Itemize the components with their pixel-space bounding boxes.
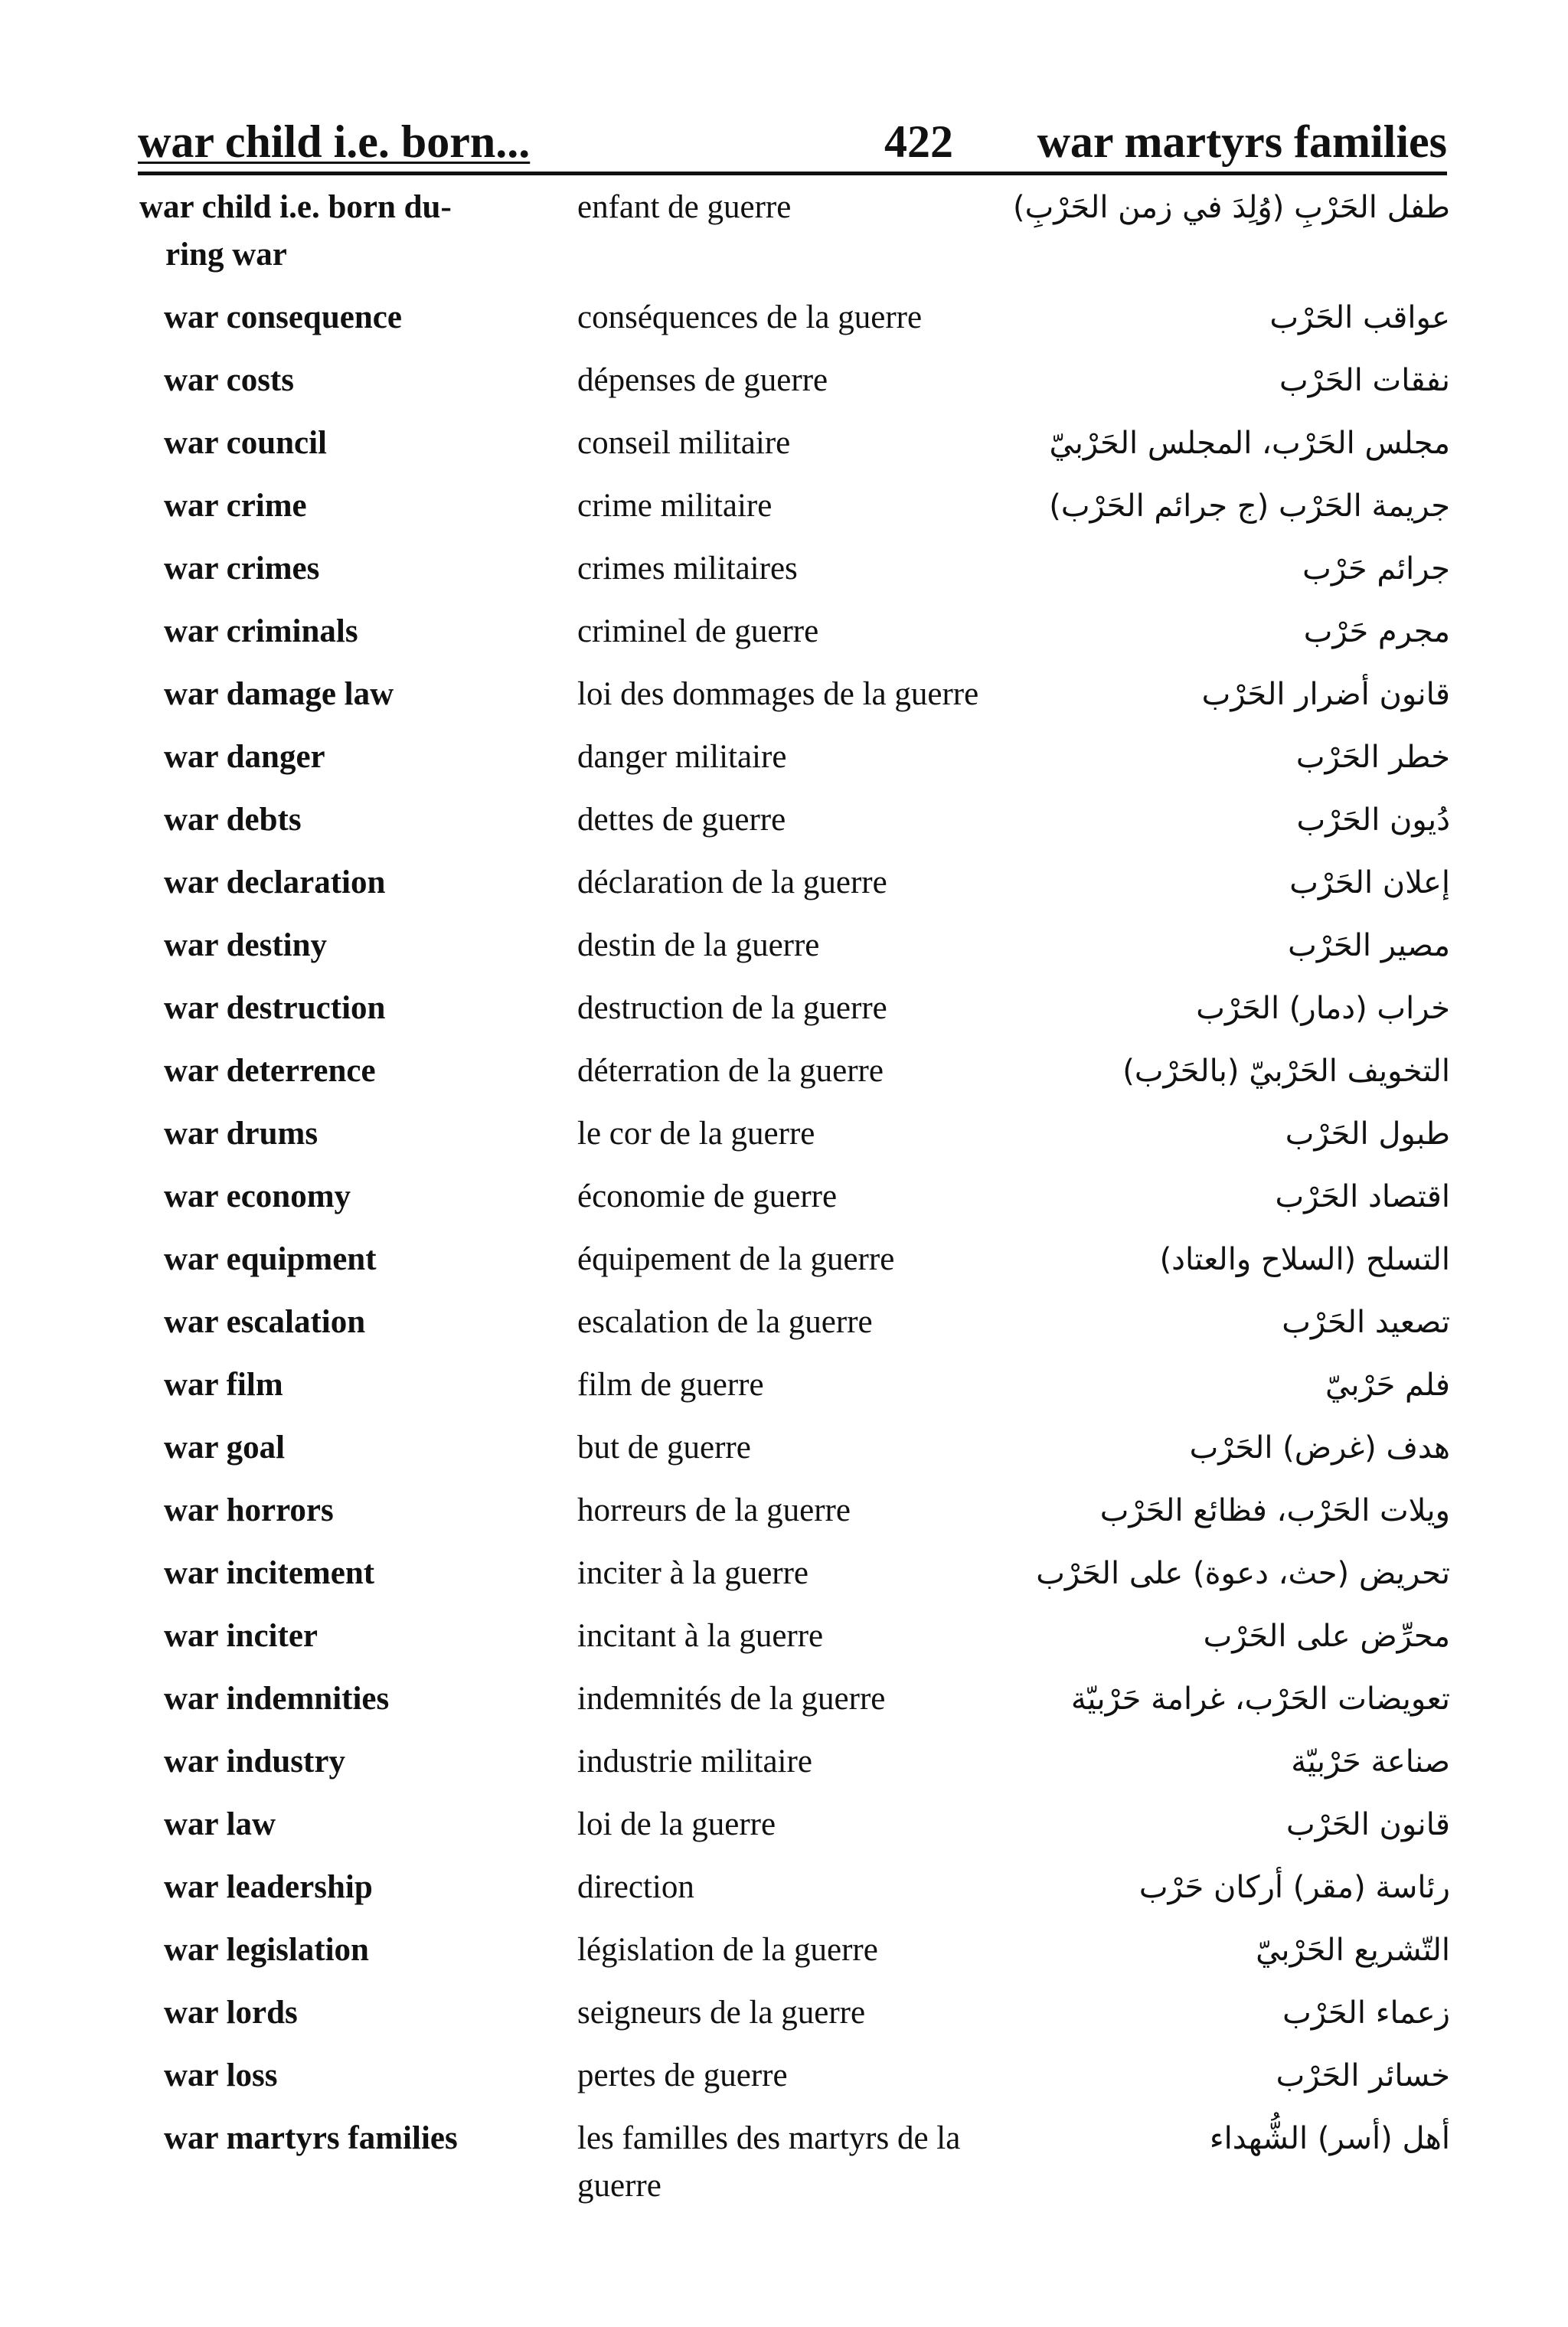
list-item [0, 1675, 1568, 1738]
arabic-term: جرائم حَرْب [1302, 551, 1450, 587]
french-term: loi des dommages de la guerre [577, 676, 979, 712]
list-item [0, 1173, 1568, 1236]
arabic-term: صناعة حَرْبيّة [1291, 1744, 1450, 1780]
french-term: destin de la guerre [577, 927, 820, 963]
entry-list [0, 184, 1568, 2225]
running-head [138, 112, 1447, 175]
english-term: war danger [164, 739, 325, 775]
arabic-term: جريمة الحَرْب (ج جرائم الحَرْب) [1049, 489, 1450, 524]
list-item [0, 1110, 1568, 1173]
list-item [0, 420, 1568, 482]
arabic-term: مصير الحَرْب [1288, 928, 1450, 963]
arabic-term: ويلات الحَرْب، فظائع الحَرْب [1099, 1493, 1450, 1528]
arabic-term: هدف (غرض) الحَرْب [1189, 1430, 1450, 1466]
arabic-term: قانون الحَرْب [1285, 1807, 1450, 1842]
english-term: war destruction [164, 990, 386, 1026]
french-term: criminel de guerre [577, 613, 819, 649]
arabic-term: مجرم حَرْب [1303, 614, 1450, 649]
french-term: les familles des martyrs de la guerre [577, 2120, 961, 2204]
french-term: crime militaire [577, 488, 773, 524]
arabic-term: تعويضات الحَرْب، غرامة حَرْبيّة [1070, 1682, 1450, 1717]
english-term: war loss [164, 2057, 278, 2093]
french-term: destruction de la guerre [577, 990, 887, 1026]
list-item [0, 1738, 1568, 1801]
arabic-term: أهل (أسر) الشُّهداء [1209, 2121, 1450, 2156]
list-item [0, 294, 1568, 357]
french-term: déterration de la guerre [577, 1053, 884, 1089]
french-term: seigneurs de la guerre [577, 1995, 866, 2031]
english-term: war drums [164, 1116, 318, 1152]
arabic-term: فلم حَرْبيّ [1325, 1368, 1450, 1403]
english-term: war consequence [164, 299, 402, 335]
english-term: war law [164, 1806, 276, 1842]
arabic-term: اقتصاد الحَرْب [1275, 1179, 1450, 1214]
french-term: indemnités de la guerre [577, 1681, 886, 1717]
list-item [0, 1613, 1568, 1675]
arabic-term: قانون أضرار الحَرْب [1201, 677, 1450, 712]
arabic-term: تصعيد الحَرْب [1282, 1305, 1450, 1340]
list-item [0, 1047, 1568, 1110]
french-term: horreurs de la guerre [577, 1492, 851, 1528]
english-term: war industry [164, 1744, 345, 1780]
french-term: danger militaire [577, 739, 787, 775]
english-term-continuation: ring war [165, 237, 287, 273]
english-term: war goal [164, 1430, 286, 1466]
list-item [0, 922, 1568, 985]
list-item [0, 1361, 1568, 1424]
english-term: war crime [164, 488, 307, 524]
french-term: conséquences de la guerre [577, 299, 923, 335]
french-term: dépenses de guerre [577, 362, 828, 398]
french-term: but de guerre [577, 1430, 751, 1466]
list-item [0, 985, 1568, 1047]
french-term: législation de la guerre [577, 1932, 878, 1968]
english-term: war horrors [164, 1492, 334, 1528]
guide-word-first: war child i.e. born... [138, 116, 531, 167]
french-term: dettes de guerre [577, 802, 786, 838]
french-term: équipement de la guerre [577, 1241, 895, 1277]
arabic-term: محرِّض على الحَرْب [1203, 1619, 1450, 1654]
english-term: war debts [164, 802, 302, 838]
list-item [0, 1989, 1568, 2052]
english-term: war criminals [164, 613, 358, 649]
english-term: war equipment [164, 1241, 377, 1277]
list-item [0, 734, 1568, 796]
english-term: war film [164, 1367, 283, 1403]
french-term: conseil militaire [577, 425, 791, 461]
arabic-term: إعلان الحَرْب [1289, 865, 1450, 900]
english-term: war economy [164, 1178, 351, 1214]
english-term: war destiny [164, 927, 328, 963]
arabic-term: رئاسة (مقر) أركان حَرْب [1138, 1870, 1450, 1905]
arabic-term: مجلس الحَرْب، المجلس الحَرْبيّ [1049, 426, 1450, 461]
english-term: war indemnities [164, 1681, 390, 1717]
english-term: war declaration [164, 864, 386, 900]
arabic-term: زعماء الحَرْب [1282, 1995, 1450, 2031]
french-term: économie de guerre [577, 1178, 838, 1214]
arabic-term: طبول الحَرْب [1285, 1116, 1450, 1152]
arabic-term: نفقات الحَرْب [1279, 363, 1450, 398]
arabic-term: التخويف الحَرْبيّ (بالحَرْب) [1122, 1054, 1450, 1089]
french-term: le cor de la guerre [577, 1116, 815, 1152]
french-term: crimes militaires [577, 551, 798, 587]
list-item [0, 2052, 1568, 2115]
english-term: war council [164, 425, 328, 461]
arabic-term: خطر الحَرْب [1295, 740, 1450, 775]
english-term: war inciter [164, 1618, 318, 1654]
arabic-term: عواقب الحَرْب [1269, 300, 1450, 335]
french-term: industrie militaire [577, 1744, 812, 1780]
list-item [0, 1864, 1568, 1927]
arabic-term: دُيون الحَرْب [1296, 802, 1450, 838]
english-term: war lords [164, 1995, 298, 2031]
list-item [0, 184, 1568, 294]
list-item [0, 1550, 1568, 1613]
french-term: direction [577, 1869, 694, 1905]
english-term: war deterrence [164, 1053, 376, 1089]
list-item [0, 1927, 1568, 1989]
page-number: 422 [884, 116, 953, 167]
french-term: inciter à la guerre [577, 1555, 809, 1591]
list-item [0, 1487, 1568, 1550]
list-item [0, 1236, 1568, 1299]
list-item [0, 796, 1568, 859]
english-term: war damage law [164, 676, 394, 712]
guide-word-last: war martyrs families [1037, 116, 1447, 167]
list-item [0, 545, 1568, 608]
list-item [0, 357, 1568, 420]
french-term: film de guerre [577, 1367, 764, 1403]
english-term: war costs [164, 362, 294, 398]
english-term: war legislation [164, 1932, 369, 1968]
french-term: incitant à la guerre [577, 1618, 824, 1654]
arabic-term: خراب (دمار) الحَرْب [1196, 991, 1450, 1026]
english-term: war child i.e. born du- ring war [0, 184, 577, 279]
list-item [0, 2115, 1568, 2225]
french-term: enfant de guerre [577, 189, 792, 225]
arabic-term: تحريض (حث، دعوة) على الحَرْب [1036, 1556, 1450, 1591]
list-item [0, 1299, 1568, 1361]
arabic-term: خسائر الحَرْب [1276, 2058, 1450, 2093]
list-item [0, 671, 1568, 734]
french-term: pertes de guerre [577, 2057, 788, 2093]
list-item [0, 1424, 1568, 1487]
english-term: war crimes [164, 551, 320, 587]
english-term: war leadership [164, 1869, 373, 1905]
arabic-term: التسلح (السلاح والعتاد) [1159, 1242, 1450, 1277]
arabic-term: طفل الحَرْبِ (وُلِدَ في زمن الحَرْبِ) [1013, 190, 1450, 225]
list-item [0, 482, 1568, 545]
list-item [0, 1801, 1568, 1864]
list-item [0, 859, 1568, 922]
english-term: war incitement [164, 1555, 375, 1591]
arabic-term: التّشريع الحَرْبيّ [1256, 1933, 1450, 1968]
french-term: loi de la guerre [577, 1806, 776, 1842]
french-term: escalation de la guerre [577, 1304, 873, 1340]
french-term: déclaration de la guerre [577, 864, 887, 900]
english-term: war martyrs families [164, 2120, 458, 2156]
english-term: war escalation [164, 1304, 366, 1340]
list-item [0, 608, 1568, 671]
